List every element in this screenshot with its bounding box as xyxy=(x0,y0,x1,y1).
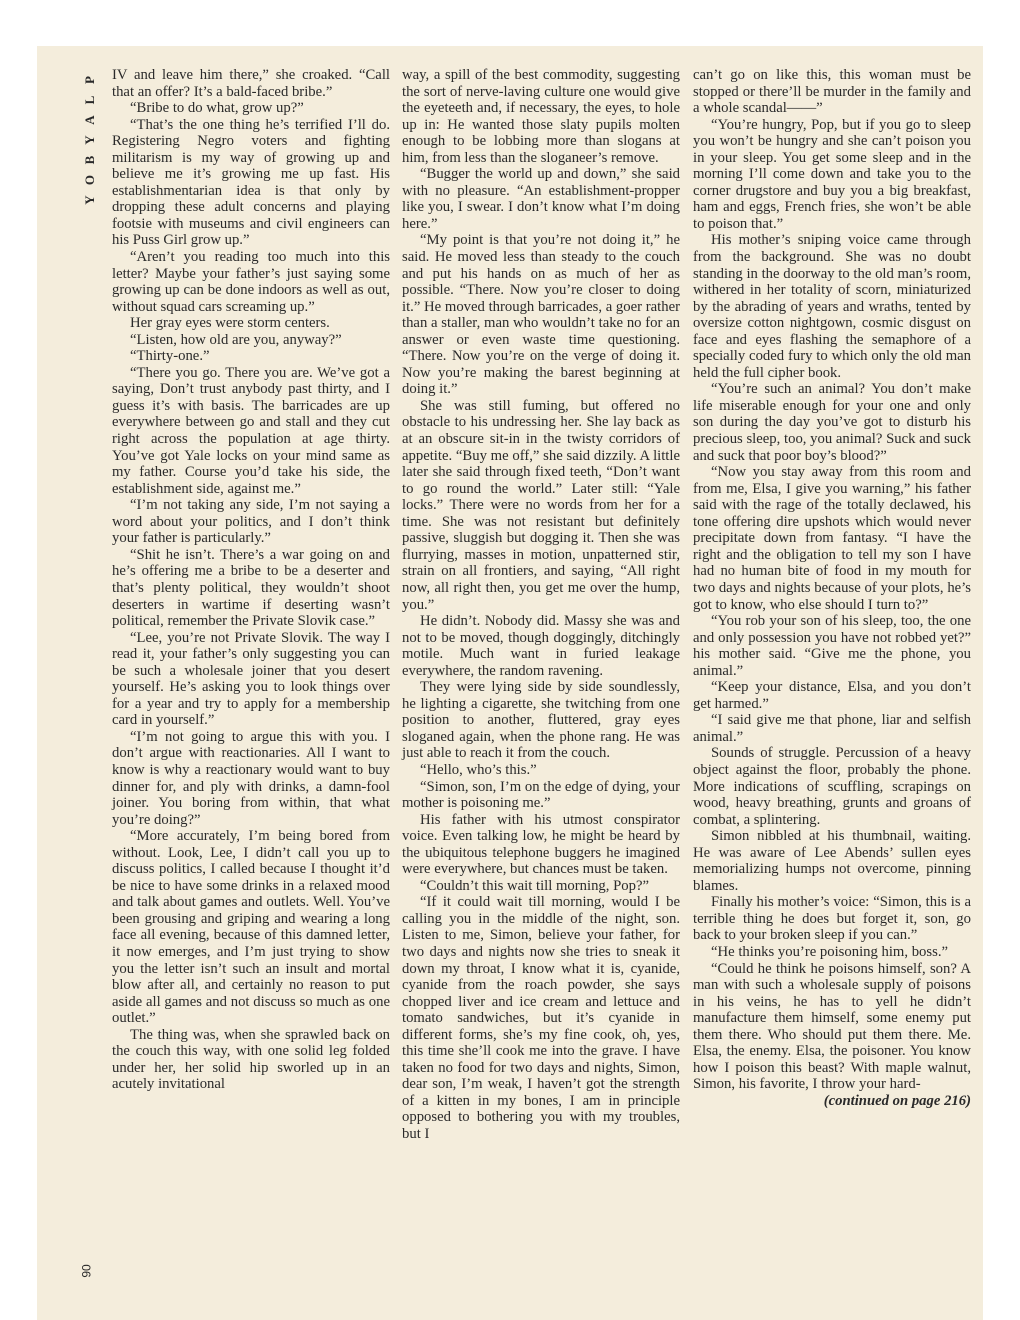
paragraph: “That’s the one thing he’s terrified I’ll do. Registering Negro voters and fighting militarism is my way of growing up and believe me it’s growing me up fast. His establishmentarian idea is that only by dropping these adult concerns and playing footsie with museums and civil engineers can his Puss Girl grow up.” xyxy=(112,116,390,249)
paragraph: His father with his utmost conspirator voice. Even talking low, he might be heard by the ubiquitous telephone buggers he imagined were everywhere, but chances must be taken. xyxy=(402,811,680,878)
paragraph: “More accurately, I’m being bored from without. Look, Lee, I didn’t call you up to discuss politics, I called because I thought it’d be nice to have some drinks in a relaxed mood and talk about games and outlets. Well. You’ve been grousing and griping and wearing a long face all evening, because of this damned letter, it now emerges, and I’m just trying to show you the letter isn’t such an insult and mortal blow after all, and certainly no reason to put aside all games and not discuss so much as one outlet.” xyxy=(112,828,390,1027)
paragraph: “Thirty-one.” xyxy=(130,348,210,365)
paragraph: Sounds of struggle. Percussion of a heavy object against the floor, probably the phone. More indications of scuffling, scrapings on wood, heavy breathing, grunts and groans of combat, a splintering. xyxy=(693,745,971,828)
text-column-3 xyxy=(693,67,971,1109)
paragraph: “Bribe to do what, grow up?” xyxy=(130,100,304,117)
text-column-2 xyxy=(402,67,680,1143)
paragraph: “Hello, who’s this.” xyxy=(420,761,537,778)
paragraph: “Aren’t you reading too much into this letter? Maybe your father’s just saying some growing up can be done indoors as well as out, without squad cars screaming up.” xyxy=(112,249,390,315)
paragraph: “I said give me that phone, liar and selfish animal.” xyxy=(693,712,971,745)
paragraph: way, a spill of the best commodity, suggesting the sort of nerve-laving culture one would give the eyeteeth and, if necessary, the eyes, to hole up in: He wanted those slaty pupils molten enough to be lobbing more than slogans at him, from less than the sloganeer’s remove. xyxy=(402,67,680,166)
paragraph: can’t go on like this, this woman must be stopped or there’ll be murder in the family and a whole scandal——” xyxy=(693,67,971,117)
paragraph: They were lying side by side soundlessly, he lighting a cigarette, she twitching from one position to another, fluttered, gray eyes sloganed again, when the phone rang. He was just able to reach it from the couch. xyxy=(402,679,680,762)
paragraph: “If it could wait till morning, would I be calling you in the middle of the night, son. Listen to me, Simon, believe your father, for two days and nights now she tries to sneak it down my throat, I know what it is, cyanide, cyanide from the roach powder, she says chopped liver and ice cream and lettuce and tomato sandwiches, but it’s cyanide in different forms, she’s my fine cook, oh, yes, this time she’ll cook me into the grave. I have taken no food for two days and nights, Simon, dear son, I’m weak, I haven’t got the strength of a kitten in my bones, I am in principle opposed to bothering you with my troubles, but I xyxy=(402,894,680,1142)
magazine-title-vertical: P L A Y B O Y xyxy=(82,76,97,205)
paragraph: She was still fuming, but offered no obstacle to his undressing her. She lay back as at an obscure sit-in in the twisty corridors of appetite. “Buy me off,” she said dizzily. A little later she said through fixed teeth, “Don’t want to go round the world.” Later still: “Yale locks.” There were no words from her for a time. She was not resistant but definitely passive, sluggish but dogging it. Then she was flurrying, masses in motion, unpatterned stir, strain on all frontiers, and saying, “All right now, all right then, you get me over the hump, you.” xyxy=(402,397,680,613)
text-column-1 xyxy=(112,67,390,1093)
paragraph: Her gray eyes were storm centers. xyxy=(130,315,330,332)
paragraph: “Keep your distance, Elsa, and you don’t get harmed.” xyxy=(693,679,971,712)
paragraph: “Could he think he poisons himself, son? A man with such a wholesale supply of poisons in his veins, he has to yell he didn’t manufacture them himself, some enemy put them there. Who should put them there. Me. Elsa, the enemy. Elsa, the poisoner. You know how I poison this beast? With maple walnut, Simon, his favorite, I throw your hard- xyxy=(693,960,971,1093)
paragraph: “You’re hungry, Pop, but if you go to sleep you won’t be hungry and she can’t poison you in your sleep. You get some sleep and in the morning I’ll come down and take you to the corner drugstore and buy you a big breakfast, ham and eggs, French fries, she won’t be able to poison that.” xyxy=(693,116,971,232)
paragraph: Simon nibbled at his thumbnail, waiting. He was aware of Lee Abends’ sullen eyes memorializing humps not overcome, pinning blames. xyxy=(693,828,971,894)
paragraph: His mother’s sniping voice came through from the background. She was no doubt standing in the doorway to the old man’s room, withered in her totality of scorn, miniaturized by the abrading of years and wraths, tented by oversize cotton nightgown, cosmic disgust on face and eyes flashing the semaphore of a specially coded fury to which only the old man held the full cipher book. xyxy=(693,232,971,381)
paragraph: “Simon, son, I’m on the edge of dying, your mother is poisoning me.” xyxy=(402,778,680,812)
paragraph: “There you go. There you are. We’ve got a saying, Don’t trust anybody past thirty, and I guess it’s with basis. The barricades are up everywhere between go and stall and they cut right across the population at age thirty. You’ve got Yale locks on your mind same as my father. Course you’d take his side, the establishment side, against me.” xyxy=(112,364,390,497)
paragraph: He didn’t. Nobody did. Massy she was and not to be moved, though doggingly, ditchingly motile. Much want in furied leakage everywhere, the random ravening. xyxy=(402,613,680,679)
paragraph: “Listen, how old are you, anyway?” xyxy=(130,331,342,348)
paragraph: Finally his mother’s voice: “Simon, this is a terrible thing he does but forget it, son, go back to your broken sleep if you can.” xyxy=(693,894,971,944)
paragraph: “Couldn’t this wait till morning, Pop?” xyxy=(420,877,650,894)
paragraph: “Bugger the world up and down,” she said with no pleasure. “An establishment-propper like you, I swear. I don’t know what I’m doing here.” xyxy=(402,166,680,232)
paragraph: “Now you stay away from this room and from me, Elsa, I give you warning,” his father said with the rage of the totally declawed, his tone offering dire upshots which would never precipitate down from fantasy. “I have the right and the obligation to tell my son I have had no human bite of food in my mouth for two days and nights because of your plots, he’s got to know, who else should I turn to?” xyxy=(693,464,971,613)
paragraph: “Lee, you’re not Private Slovik. The way I read it, your father’s only suggesting you can be such a wholesale joiner that you desert yourself. He’s asking you to look things over for a year and try to apply for a membership card in yourself.” xyxy=(112,629,390,729)
page-number: 90 xyxy=(79,1264,94,1278)
paragraph: “Shit he isn’t. There’s a war going on and he’s offering me a bribe to be a deserter and that’s plenty political, they wouldn’t shoot deserters in wartime if deserting wasn’t political, remember the Private Slovik case.” xyxy=(112,546,390,630)
paragraph: “You rob your son of his sleep, too, the one and only possession you have not robbed yet?” his mother said. “Give me the phone, you animal.” xyxy=(693,613,971,679)
paragraph: “You’re such an animal? You don’t make life miserable enough for your one and only son during the day you’ve got to disturb his precious sleep, too, you animal? Suck and suck and suck that poor boy’s blood?” xyxy=(693,381,971,464)
paragraph: “He thinks you’re poisoning him, boss.” xyxy=(711,943,949,960)
paragraph: “My point is that you’re not doing it,” he said. He moved less than steady to the couch and put his hands on as much of her as possible. “There. Now you’re closer to doing it.” He moved through barricades, a goer rather than a staller, man who wouldn’t take no for an answer or even waste time questioning. “There. Now you’re on the verge of doing it. Now you’re making the barest beginning at doing it.” xyxy=(402,232,680,398)
paragraph: “I’m not taking any side, I’m not saying a word about your politics, and I don’t think your father is particularly.” xyxy=(112,497,390,547)
paragraph: “I’m not going to argue this with you. I don’t argue with reactionaries. All I want to know is why a reactionary would want to buy dinner for, and ply with drinks, a damn-fool joiner. You boring from within, that what you’re doing?” xyxy=(112,728,390,828)
paragraph: IV and leave him there,” she croaked. “Call that an offer? It’s a bald-faced bribe.” xyxy=(112,67,390,100)
continuation-note: (continued on page 216) xyxy=(823,1092,971,1109)
paragraph: The thing was, when she sprawled back on the couch this way, with one solid leg folded under her, her solid hip sworled up in an acutely invitational xyxy=(112,1026,390,1093)
